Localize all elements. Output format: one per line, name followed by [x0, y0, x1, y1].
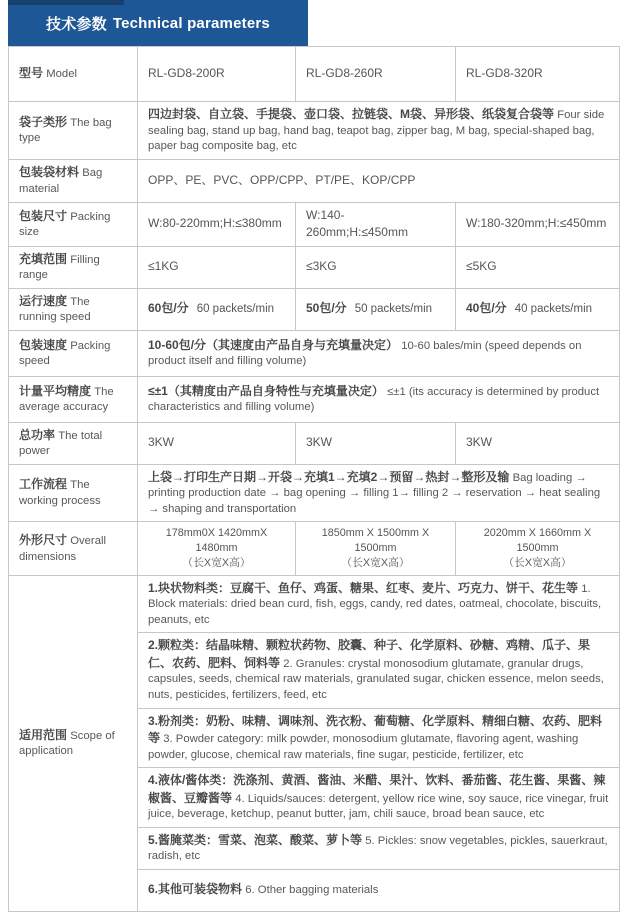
row-label-packing-speed — [9, 330, 138, 376]
row-label-zh: 外形尺寸 — [19, 533, 68, 548]
cell-total-power-3 — [456, 422, 620, 464]
bag-type-zh: 四边封袋、自立袋、手提袋、壶口袋、拉链袋、M袋、异形袋、纸袋复合袋等 — [148, 107, 554, 121]
technical-parameters-table — [8, 46, 620, 912]
row-label-en: Packing speed — [19, 339, 111, 368]
row-packing-speed — [9, 330, 620, 376]
cell-filling-range-1 — [138, 246, 296, 288]
scope-item-en: 4. Liquids/sauces: detergent, yellow rice wine, soy sauce, rice vinegar, fruit juice, beverage, ketchup, peanut butter, jam, chili sauce, broad bean sauce, etc — [148, 792, 609, 821]
running-speed-zh: 40包/分 — [466, 301, 507, 316]
row-label-en: The running speed — [19, 295, 91, 324]
cell-running-speed-2 — [296, 288, 456, 330]
filling-range-value: ≤1KG — [148, 259, 179, 274]
row-working-process — [9, 464, 620, 522]
scope-item-4 — [138, 768, 620, 828]
row-filling-range — [9, 246, 620, 288]
running-speed-en: 60 packets/min — [196, 303, 275, 316]
row-bag-material — [9, 159, 620, 202]
cell-model-2 — [296, 47, 456, 102]
average-accuracy-zh: ≤±1（其精度由产品自身特性与充填量决定） — [148, 383, 384, 398]
scope-item-3 — [138, 708, 620, 768]
scope-item-en: 5. Pickles: snow vegetables, pickles, sauerkraut, radish, etc — [148, 834, 608, 863]
filling-range-value: ≤3KG — [306, 259, 337, 274]
row-packing-size — [9, 202, 620, 246]
row-bag-type — [9, 102, 620, 160]
cell-dimensions-2 — [296, 522, 456, 576]
packing-speed-zh: 10-60包/分（其速度由产品自身与充填量决定） — [148, 337, 399, 352]
row-label-zh: 计量平均精度 — [19, 383, 92, 398]
row-label-en: The working process — [19, 479, 101, 507]
scope-item-6 — [138, 869, 620, 911]
cell-packing-size-3 — [456, 202, 620, 246]
dimensions-value: 1850mm X 1500mm X 1500mm — [321, 527, 430, 554]
row-label-average-accuracy — [9, 376, 138, 422]
scope-item-zh: 1.块状物料类：豆腐干、鱼仔、鸡蛋、糖果、红枣、麦片、巧克力、饼干、花生等 — [148, 580, 579, 595]
scope-item-en: 3. Powder category: milk powder, monosodium glutamate, flavoring agent, washing powder, glucose, chemical raw materials, fine sugar, pesticide, fertilizer, etc — [148, 733, 579, 761]
dimensions-lwh-note: （长X宽X高） — [341, 557, 410, 570]
bag-type-en: Four side sealing bag, stand up bag, hand bag, teapot bag, zipper bag, M bag, special-shaped bag, paper bag composite bag, etc — [148, 109, 605, 153]
row-label-zh: 工作流程 — [19, 477, 68, 492]
working-process-en: Bag loading → printing production date → bag opening → filling 1→ filling 2 → reservation → heat sealing → shaping and transportation — [148, 471, 601, 515]
row-label-bag-material — [9, 159, 138, 202]
dimensions-lwh-note: （长X宽X高） — [503, 557, 572, 570]
row-label-bag-type — [9, 102, 138, 160]
row-label-scope — [9, 575, 138, 911]
scope-item-5 — [138, 827, 620, 869]
row-label-overall-dimensions — [9, 522, 138, 576]
row-label-total-power — [9, 422, 138, 464]
row-label-filling-range — [9, 246, 138, 288]
running-speed-zh: 50包/分 — [306, 301, 347, 316]
cell-filling-range-3 — [456, 246, 620, 288]
row-label-zh: 运行速度 — [19, 293, 68, 308]
cell-packing-size-1 — [138, 202, 296, 246]
row-label-zh: 袋子类形 — [19, 114, 68, 129]
packing-size-value: W:80-220mm;H:≤380mm — [148, 216, 282, 231]
row-scope-item-1 — [9, 575, 620, 633]
row-label-en: Scope of application — [19, 729, 115, 758]
total-power-value: 3KW — [466, 435, 493, 450]
scope-item-zh: 3.粉剂类：奶粉、味精、调味剂、洗衣粉、葡萄糖、化学原料、精细白糖、农药、肥料等 — [148, 713, 603, 746]
row-label-zh: 充填范围 — [19, 251, 68, 266]
row-label-en: Bag material — [19, 167, 103, 195]
row-label-zh: 包装尺寸 — [19, 208, 68, 223]
dimensions-value: 2020mm X 1660mm X 1500mm — [483, 527, 592, 554]
cell-dimensions-1 — [138, 522, 296, 576]
row-label-en: The bag type — [19, 116, 112, 145]
packing-size-value: W:180-320mm;H:≤450mm — [466, 216, 607, 231]
row-label-en: Filling range — [19, 253, 100, 282]
row-label-working-process — [9, 464, 138, 522]
scope-item-en: 1. Block materials: dried bean curd, fish, eggs, candy, red dates, oatmeal, chocolate, biscuits, peanuts, etc — [148, 582, 602, 626]
total-power-value: 3KW — [306, 435, 333, 450]
cell-working-process — [138, 464, 620, 522]
row-label-zh: 型号 — [19, 66, 44, 81]
cell-running-speed-1 — [138, 288, 296, 330]
row-label-zh: 总功率 — [19, 427, 56, 442]
scope-item-2 — [138, 633, 620, 708]
packing-speed-en: 10-60 bales/min (speed depends on product itself and filling volume) — [148, 339, 582, 368]
running-speed-en: 50 packets/min — [354, 303, 433, 316]
scope-item-en: 6. Other bagging materials — [245, 884, 379, 897]
scope-item-1 — [138, 575, 620, 633]
banner-accent — [8, 0, 124, 5]
row-label-zh: 包装速度 — [19, 337, 68, 352]
running-speed-en: 40 packets/min — [514, 303, 593, 316]
row-label-en: Overall dimensions — [19, 535, 107, 563]
row-running-speed — [9, 288, 620, 330]
row-label-en: Packing size — [19, 210, 111, 239]
row-total-power — [9, 422, 620, 464]
dimensions-lwh-note: （长X宽X高） — [182, 557, 251, 570]
scope-item-zh: 2.颗粒类：结晶味精、颗粒状药物、胶囊、种子、化学原料、砂糖、鸡精、瓜子、果仁、农药、肥料、饲料等 — [148, 638, 591, 670]
cell-model-1 — [138, 47, 296, 102]
running-speed-zh: 60包/分 — [148, 301, 189, 316]
cell-bag-material — [138, 159, 620, 202]
row-average-accuracy — [9, 376, 620, 422]
cell-model-3 — [456, 47, 620, 102]
row-model — [9, 47, 620, 102]
cell-total-power-2 — [296, 422, 456, 464]
cell-filling-range-2 — [296, 246, 456, 288]
row-label-model — [9, 47, 138, 102]
cell-running-speed-3 — [456, 288, 620, 330]
row-label-en: The average accuracy — [19, 385, 114, 414]
model-value: RL-GD8-260R — [306, 66, 383, 81]
section-title-zh: 技术参数 — [46, 15, 107, 33]
section-title-en: Technical parameters — [112, 14, 270, 32]
row-label-zh: 包装袋材料 — [19, 165, 80, 180]
dimensions-value: 178mm0X 1420mmX 1480mm — [165, 527, 268, 554]
cell-packing-speed — [138, 330, 620, 376]
filling-range-value: ≤5KG — [466, 259, 497, 274]
cell-packing-size-2 — [296, 202, 456, 246]
row-label-zh: 适用范围 — [19, 727, 68, 742]
model-value: RL-GD8-200R — [148, 66, 225, 81]
scope-item-en: 2. Granules: crystal monosodium glutamate, granular drugs, capsules, seeds, chemical raw materials, granulated sugar, chicken essence, melon seeds, nuts, pesticides, fertilizers, feed, etc — [148, 657, 604, 701]
row-label-running-speed — [9, 288, 138, 330]
section-title-banner — [8, 0, 308, 46]
row-overall-dimensions — [9, 522, 620, 576]
row-label-en: The total power — [19, 429, 103, 458]
bag-material-value: OPP、PE、PVC、OPP/CPP、PT/PE、KOP/CPP — [148, 172, 416, 187]
cell-bag-type — [138, 102, 620, 160]
row-label-en: Model — [46, 68, 77, 81]
cell-dimensions-3 — [456, 522, 620, 576]
cell-average-accuracy — [138, 376, 620, 422]
cell-total-power-1 — [138, 422, 296, 464]
average-accuracy-en: ≤±1 (its accuracy is determined by product characteristics and filling volume) — [148, 385, 600, 414]
model-value: RL-GD8-320R — [466, 66, 543, 81]
scope-item-zh: 6.其他可装袋物料 — [148, 882, 243, 897]
scope-item-zh: 4.液体/酱体类：洗涤剂、黄酒、酱油、米醋、果汁、饮料、番茄酱、花生酱、果酱、辣椒酱、豆瓣酱等 — [148, 773, 606, 805]
working-process-zh: 上袋→打印生产日期→开袋→充填1→充填2→预留→热封→整形及输 — [148, 469, 510, 484]
packing-size-value: W:140-260mm;H:≤450mm — [306, 207, 408, 240]
scope-item-zh: 5.酱腌菜类：雪菜、泡菜、酸菜、萝卜等 — [148, 832, 363, 847]
row-label-packing-size — [9, 202, 138, 246]
total-power-value: 3KW — [148, 435, 175, 450]
